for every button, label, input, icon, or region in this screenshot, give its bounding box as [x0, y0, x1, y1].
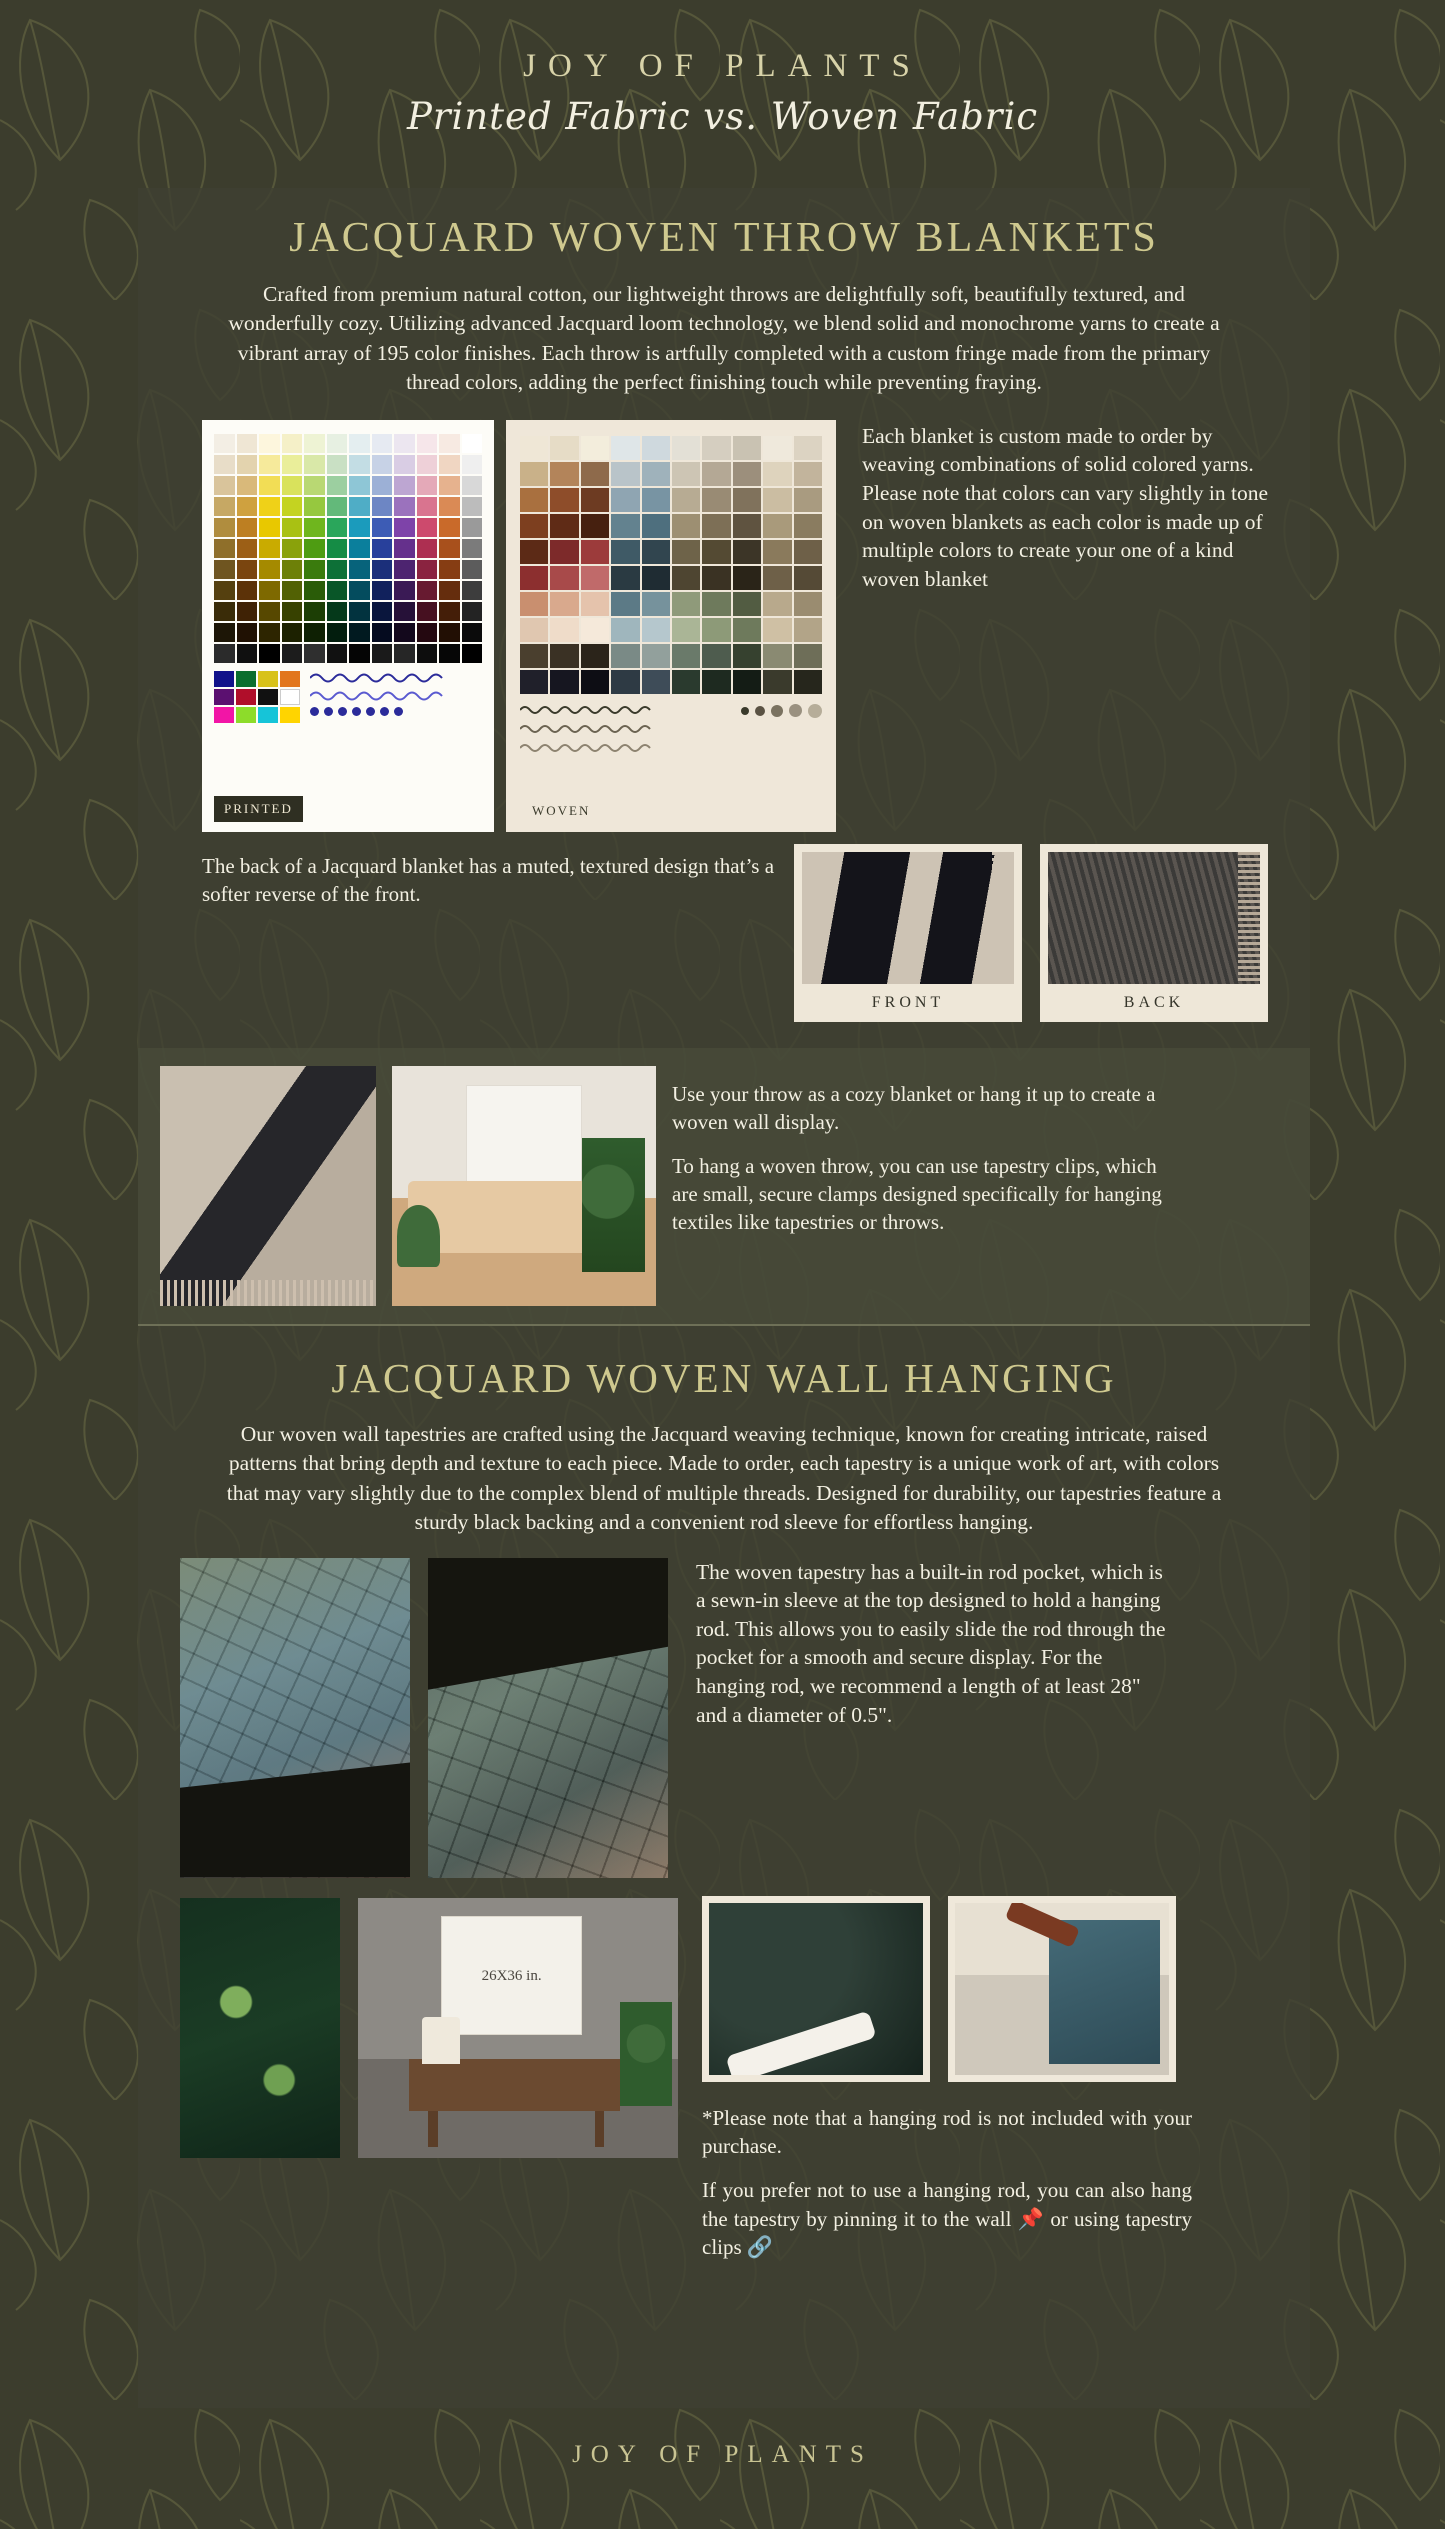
folded-blanket-photo [160, 1066, 376, 1306]
color-swatch [439, 560, 460, 579]
color-swatch [550, 670, 578, 694]
section2-note-2: If you prefer not to use a hanging rod, you can also hang the tapestry by pinning it to the wall 📌 or using tapestry clips 🔗 [702, 2178, 1192, 2259]
section2-notes [702, 2104, 1192, 2278]
color-swatch [327, 455, 348, 474]
color-swatch [327, 539, 348, 558]
color-swatch [520, 644, 548, 668]
room-wall-display-photo [392, 1066, 656, 1306]
color-swatch [282, 581, 303, 600]
swatch-charts [202, 420, 836, 832]
color-swatch [611, 436, 639, 460]
color-swatch [327, 644, 348, 663]
color-swatch [611, 670, 639, 694]
color-swatch [733, 436, 761, 460]
color-swatch [520, 488, 548, 512]
color-swatch [520, 462, 548, 486]
color-swatch [394, 581, 415, 600]
color-swatch [702, 514, 730, 538]
section1-intro: Crafted from premium natural cotton, our lightweight throws are delightfully soft, beautifully textured, and wonderfully cozy. Utilizing advanced Jacquard loom technology, we blend solid and monochrome yarns to create a vibrant array of 195 color finishes. Each throw is artfully completed with a custom fringe made from the primary thread colors, adding the perfect finishing touch while preventing fraying. [228, 282, 1220, 395]
color-swatch [349, 602, 370, 621]
color-swatch [327, 623, 348, 642]
color-swatch [214, 644, 235, 663]
color-swatch [462, 539, 483, 558]
color-swatch [672, 592, 700, 616]
color-swatch [417, 581, 438, 600]
color-swatch [417, 560, 438, 579]
color-swatch [581, 618, 609, 642]
color-swatch [417, 602, 438, 621]
color-swatch [417, 497, 438, 516]
color-swatch [259, 434, 280, 453]
color-swatch [520, 566, 548, 590]
front-photo [802, 852, 1014, 984]
color-swatch [702, 566, 730, 590]
color-swatch [702, 462, 730, 486]
color-swatch [304, 518, 325, 537]
color-swatch [581, 436, 609, 460]
color-swatch [282, 644, 303, 663]
color-swatch [417, 539, 438, 558]
color-swatch [462, 476, 483, 495]
color-swatch [581, 514, 609, 538]
color-swatch [763, 488, 791, 512]
tapestry-photo-right [428, 1558, 668, 1878]
color-swatch [304, 434, 325, 453]
color-swatch [672, 644, 700, 668]
usage-text-1: Use your throw as a cozy blanket or hang it up to create a woven wall display. [672, 1081, 1156, 1134]
color-swatch [304, 560, 325, 579]
color-swatch [237, 434, 258, 453]
color-swatch [733, 644, 761, 668]
color-swatch [763, 514, 791, 538]
color-swatch [520, 540, 548, 564]
room-tapestry-photo [358, 1898, 678, 2158]
usage-text [672, 1066, 1172, 1306]
printed-swatch-card [202, 420, 494, 832]
color-swatch [611, 566, 639, 590]
section-wall-hanging [138, 1354, 1310, 2278]
color-swatch [372, 539, 393, 558]
color-swatch [642, 436, 670, 460]
section2-note-1: *Please note that a hanging rod is not included with your purchase. [702, 2105, 1192, 2158]
color-swatch [642, 488, 670, 512]
color-swatch [417, 644, 438, 663]
color-swatch [259, 539, 280, 558]
front-back-photos [794, 844, 1268, 1022]
color-swatch [237, 602, 258, 621]
back-photo-card [1040, 844, 1268, 1022]
color-swatch [611, 592, 639, 616]
color-swatch [372, 455, 393, 474]
section2-title: JACQUARD WOVEN WALL HANGING [331, 1354, 1117, 1401]
color-swatch [349, 455, 370, 474]
rod-pocket-photos [702, 1896, 1192, 2082]
usage-text-2: To hang a woven throw, you can use tapestry clips, which are small, secure clamps designed specifically for hanging textiles like tapestries or throws. [672, 1154, 1162, 1235]
color-swatch [672, 436, 700, 460]
color-swatch [611, 644, 639, 668]
color-swatch [214, 581, 235, 600]
color-swatch [259, 560, 280, 579]
color-swatch [282, 434, 303, 453]
color-swatch [672, 566, 700, 590]
color-swatch [462, 434, 483, 453]
color-swatch [763, 566, 791, 590]
color-swatch [237, 497, 258, 516]
color-swatch [282, 476, 303, 495]
color-swatch [462, 518, 483, 537]
color-swatch [581, 644, 609, 668]
woven-label: WOVEN [532, 802, 591, 818]
content-card [138, 188, 1310, 2408]
color-swatch [372, 602, 393, 621]
color-swatch [763, 644, 791, 668]
color-swatch [794, 436, 822, 460]
color-swatch [372, 497, 393, 516]
color-swatch [304, 623, 325, 642]
section1-back-caption: The back of a Jacquard blanket has a muted, textured design that’s a softer reverse of the front. [202, 853, 775, 907]
section-throw-blankets [138, 214, 1310, 1022]
color-swatch [794, 592, 822, 616]
color-swatch [642, 566, 670, 590]
color-swatch [394, 539, 415, 558]
color-swatch [550, 644, 578, 668]
color-swatch [733, 670, 761, 694]
color-swatch [642, 462, 670, 486]
color-swatch [237, 539, 258, 558]
back-photo [1048, 852, 1260, 984]
color-swatch [763, 540, 791, 564]
color-swatch [439, 518, 460, 537]
footer-brand: JOY OF PLANTS [572, 2441, 873, 2468]
poster-header [0, 48, 1445, 138]
color-swatch [394, 623, 415, 642]
color-swatch [672, 540, 700, 564]
color-swatch [259, 644, 280, 663]
printed-label: PRINTED [214, 796, 303, 822]
woven-swatch-grid [520, 436, 822, 694]
color-swatch [733, 514, 761, 538]
color-swatch [214, 539, 235, 558]
color-swatch [237, 623, 258, 642]
color-swatch [642, 514, 670, 538]
color-swatch [702, 670, 730, 694]
color-swatch [417, 518, 438, 537]
color-swatch [349, 476, 370, 495]
color-swatch [550, 566, 578, 590]
color-swatch [237, 581, 258, 600]
color-swatch [462, 602, 483, 621]
color-swatch [282, 455, 303, 474]
color-swatch [439, 434, 460, 453]
color-swatch [394, 602, 415, 621]
color-swatch [733, 618, 761, 642]
color-swatch [794, 514, 822, 538]
color-swatch [304, 455, 325, 474]
color-swatch [259, 518, 280, 537]
color-swatch [214, 623, 235, 642]
color-swatch [581, 488, 609, 512]
color-swatch [611, 618, 639, 642]
color-swatch [259, 497, 280, 516]
front-photo-card [794, 844, 1022, 1022]
color-swatch [372, 581, 393, 600]
color-swatch [794, 488, 822, 512]
color-swatch [349, 518, 370, 537]
tapestry-photo-row [180, 1558, 1268, 1878]
color-swatch [237, 644, 258, 663]
color-swatch [611, 540, 639, 564]
color-swatch [372, 476, 393, 495]
color-swatch [349, 539, 370, 558]
color-swatch [763, 592, 791, 616]
color-swatch [259, 476, 280, 495]
color-swatch [349, 644, 370, 663]
color-swatch [372, 560, 393, 579]
section2-side-text: The woven tapestry has a built-in rod pocket, which is a sewn-in sleeve at the top designed to hold a hanging rod. This allows you to easily slide the rod through the pocket for a smooth and secure display. For the hanging rod, we recommend a length of at least 28" and a diameter of 0.5". [696, 1559, 1166, 1727]
tapestry-photo-left [180, 1558, 410, 1878]
color-swatch [550, 514, 578, 538]
color-swatch [642, 618, 670, 642]
color-swatch [439, 644, 460, 663]
color-swatch [550, 436, 578, 460]
color-swatch [214, 560, 235, 579]
color-swatch [439, 476, 460, 495]
color-swatch [259, 581, 280, 600]
color-swatch [702, 540, 730, 564]
color-swatch [349, 581, 370, 600]
leaf-tapestry-photo [180, 1898, 340, 2158]
color-swatch [282, 518, 303, 537]
color-swatch [372, 623, 393, 642]
color-swatch [214, 476, 235, 495]
color-swatch [581, 670, 609, 694]
brand-title: JOY OF PLANTS [523, 48, 922, 84]
color-swatch [439, 455, 460, 474]
color-swatch [349, 560, 370, 579]
color-swatch [282, 560, 303, 579]
color-swatch [394, 476, 415, 495]
color-swatch [462, 623, 483, 642]
color-swatch [214, 455, 235, 474]
color-swatch [237, 455, 258, 474]
color-swatch [550, 540, 578, 564]
color-swatch [394, 644, 415, 663]
color-swatch [417, 434, 438, 453]
color-swatch [394, 497, 415, 516]
color-swatch [462, 581, 483, 600]
color-swatch [327, 518, 348, 537]
color-swatch [259, 623, 280, 642]
color-swatch [304, 602, 325, 621]
color-swatch [394, 560, 415, 579]
color-swatch [417, 623, 438, 642]
color-swatch [282, 539, 303, 558]
color-swatch [794, 618, 822, 642]
printed-swatch-grid [214, 434, 482, 663]
color-swatch [733, 592, 761, 616]
color-swatch [520, 618, 548, 642]
color-swatch [327, 497, 348, 516]
color-swatch [702, 592, 730, 616]
color-swatch [259, 455, 280, 474]
color-swatch [304, 644, 325, 663]
color-swatch [520, 436, 548, 460]
color-swatch [520, 670, 548, 694]
color-swatch [520, 514, 548, 538]
color-swatch [581, 566, 609, 590]
color-swatch [794, 644, 822, 668]
color-swatch [672, 488, 700, 512]
color-swatch [702, 436, 730, 460]
color-swatch [642, 540, 670, 564]
color-swatch [642, 592, 670, 616]
section2-intro: Our woven wall tapestries are crafted using the Jacquard weaving technique, known for creating intricate, raised patterns that bring depth and texture to each piece. Made to order, each tapestry is a unique work of art, with colors that may vary slightly due to the complex blend of multiple threads. Designed for durability, our tapestries feature a sturdy black backing and a convenient rod sleeve for effortless hanging. [226, 1421, 1222, 1535]
color-swatch [327, 476, 348, 495]
color-swatch [282, 623, 303, 642]
color-swatch [733, 540, 761, 564]
woven-swatch-card [506, 420, 836, 832]
section-divider [138, 1324, 1310, 1326]
color-swatch [417, 455, 438, 474]
color-swatch [733, 488, 761, 512]
rod-pocket-card-right [948, 1896, 1176, 2082]
color-swatch [439, 602, 460, 621]
color-swatch [520, 592, 548, 616]
color-swatch [327, 581, 348, 600]
color-swatch [327, 434, 348, 453]
color-swatch [417, 476, 438, 495]
rod-pocket-photo-right [955, 1903, 1169, 2075]
color-swatch [462, 455, 483, 474]
color-swatch [794, 670, 822, 694]
color-swatch [282, 602, 303, 621]
color-swatch [439, 539, 460, 558]
section1-side-text: Each blanket is custom made to order by weaving combinations of solid colored yarns. Please note that colors can vary slightly in tone on woven blankets as each color is made up of multiple colors to create your one of a kind woven blanket [862, 423, 1269, 591]
color-swatch [349, 497, 370, 516]
color-swatch [550, 462, 578, 486]
color-swatch [672, 514, 700, 538]
color-swatch [702, 644, 730, 668]
color-swatch [763, 436, 791, 460]
color-swatch [611, 514, 639, 538]
usage-band [138, 1048, 1310, 1324]
color-swatch [763, 670, 791, 694]
color-swatch [214, 602, 235, 621]
color-swatch [439, 623, 460, 642]
color-swatch [394, 518, 415, 537]
color-swatch [733, 566, 761, 590]
color-swatch [237, 476, 258, 495]
back-photo-label: BACK [1123, 993, 1185, 1011]
color-swatch [611, 488, 639, 512]
color-swatch [794, 540, 822, 564]
color-swatch [702, 618, 730, 642]
color-swatch [237, 518, 258, 537]
rod-pocket-card-left [702, 1896, 930, 2082]
color-swatch [794, 566, 822, 590]
color-swatch [349, 623, 370, 642]
color-swatch [304, 539, 325, 558]
color-swatch [214, 518, 235, 537]
color-swatch [672, 618, 700, 642]
color-swatch [763, 618, 791, 642]
color-swatch [763, 462, 791, 486]
color-swatch [702, 488, 730, 512]
brand-subtitle: Printed Fabric vs. Woven Fabric [406, 95, 1039, 138]
color-swatch [372, 644, 393, 663]
color-swatch [794, 462, 822, 486]
color-swatch [394, 434, 415, 453]
color-swatch [611, 462, 639, 486]
color-swatch [372, 434, 393, 453]
color-swatch [327, 602, 348, 621]
rod-pocket-photo-left [709, 1903, 923, 2075]
color-swatch [304, 476, 325, 495]
color-swatch [581, 592, 609, 616]
color-swatch [733, 462, 761, 486]
color-swatch [259, 602, 280, 621]
color-swatch [349, 434, 370, 453]
color-swatch [550, 618, 578, 642]
color-swatch [214, 434, 235, 453]
color-swatch [304, 497, 325, 516]
color-swatch [672, 462, 700, 486]
art-size-label: 26X36 in. [481, 1967, 542, 1984]
color-swatch [581, 462, 609, 486]
color-swatch [214, 497, 235, 516]
color-swatch [372, 518, 393, 537]
color-swatch [439, 497, 460, 516]
color-swatch [394, 455, 415, 474]
color-swatch [304, 581, 325, 600]
color-swatch [327, 560, 348, 579]
front-photo-label: FRONT [871, 993, 945, 1011]
color-swatch [550, 488, 578, 512]
color-swatch [282, 497, 303, 516]
section1-title: JACQUARD WOVEN THROW BLANKETS [289, 215, 1159, 261]
color-swatch [642, 644, 670, 668]
color-swatch [672, 670, 700, 694]
color-swatch [550, 592, 578, 616]
color-swatch [237, 560, 258, 579]
color-swatch [642, 670, 670, 694]
color-swatch [581, 540, 609, 564]
color-swatch [462, 497, 483, 516]
color-swatch [439, 581, 460, 600]
color-swatch [462, 644, 483, 663]
color-swatch [462, 560, 483, 579]
